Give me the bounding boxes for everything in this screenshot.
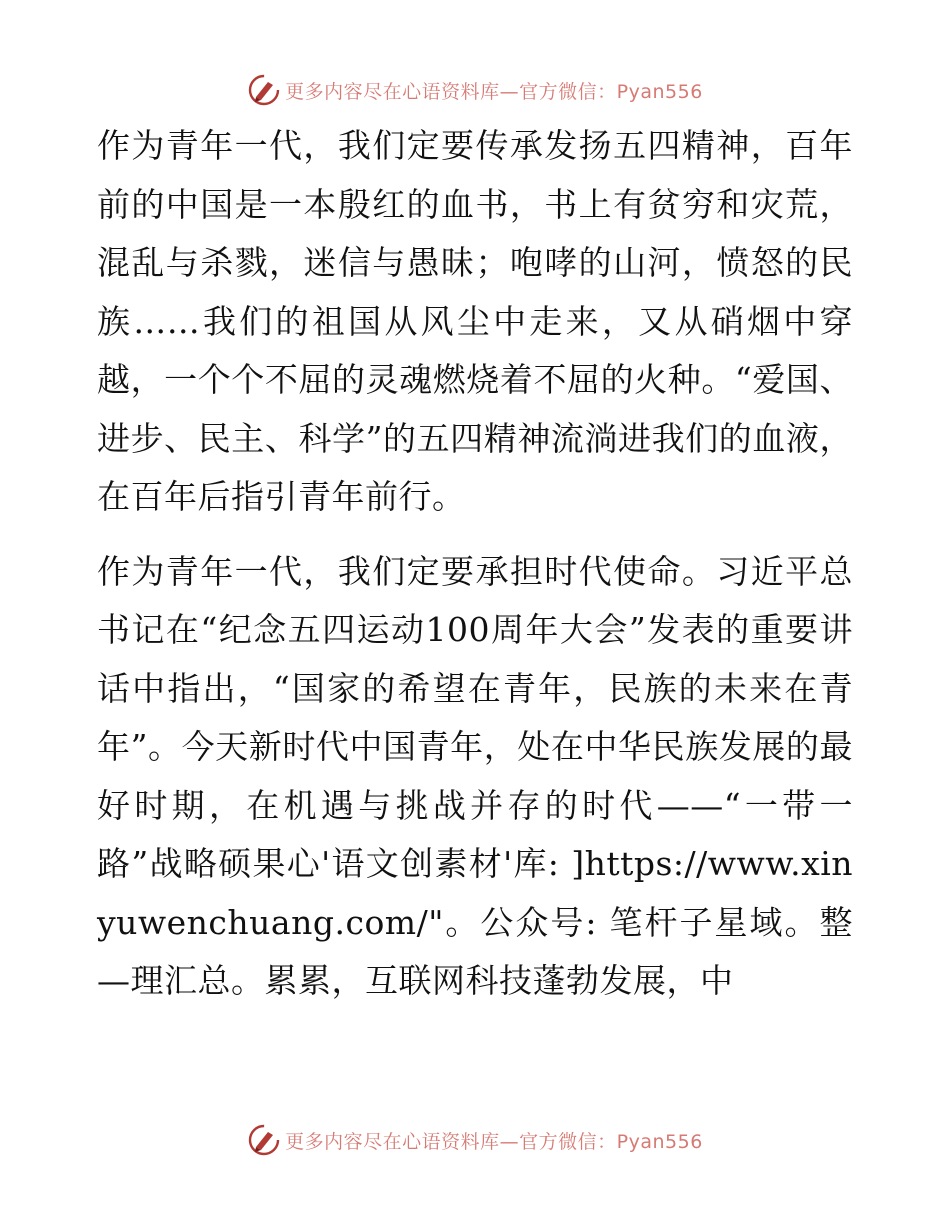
paragraph-2: 作为青年一代，我们定要承担时代使命。习近平总书记在“纪念五四运动100周年大会”发表的重要讲话中指出，“国家的希望在青年，民族的未来在青年”。今天新时代中国青年，处在中华民族发展的最好时期，在机遇与挑战并存的时代——“一带一路”战略硕果心'语文创素材'库: ]https://www.xinyuwenchuang.com/"。公众号: 笔杆子星域。整—理汇总。累累，互联网科技蓬勃发展，中 (97, 551, 853, 1000)
header-banner-text: 更多内容尽在心语资料库—官方微信：Pyan556 (285, 80, 703, 103)
pen-nib-logo-icon (247, 1123, 281, 1157)
document-body (97, 117, 853, 1011)
paragraph-1: 作为青年一代，我们定要传承发扬五四精神，百年前的中国是一本殷红的血书，书上有贫穷和灾荒，混乱与杀戮，迷信与愚昧；咆哮的山河，愤怒的民族……我们的祖国从风尘中走来，又从硝烟中穿越，一个个不屈的灵魂燃烧着不屈的火种。“爱国、进步、民主、科学”的五四精神流淌进我们的血液，在百年后指引青年前行。 (97, 126, 853, 516)
pen-nib-logo-icon (247, 73, 281, 107)
footer-banner-text: 更多内容尽在心语资料库—官方微信：Pyan556 (285, 1130, 703, 1153)
header-watermark-banner (0, 70, 950, 110)
footer-watermark-banner (0, 1120, 950, 1160)
